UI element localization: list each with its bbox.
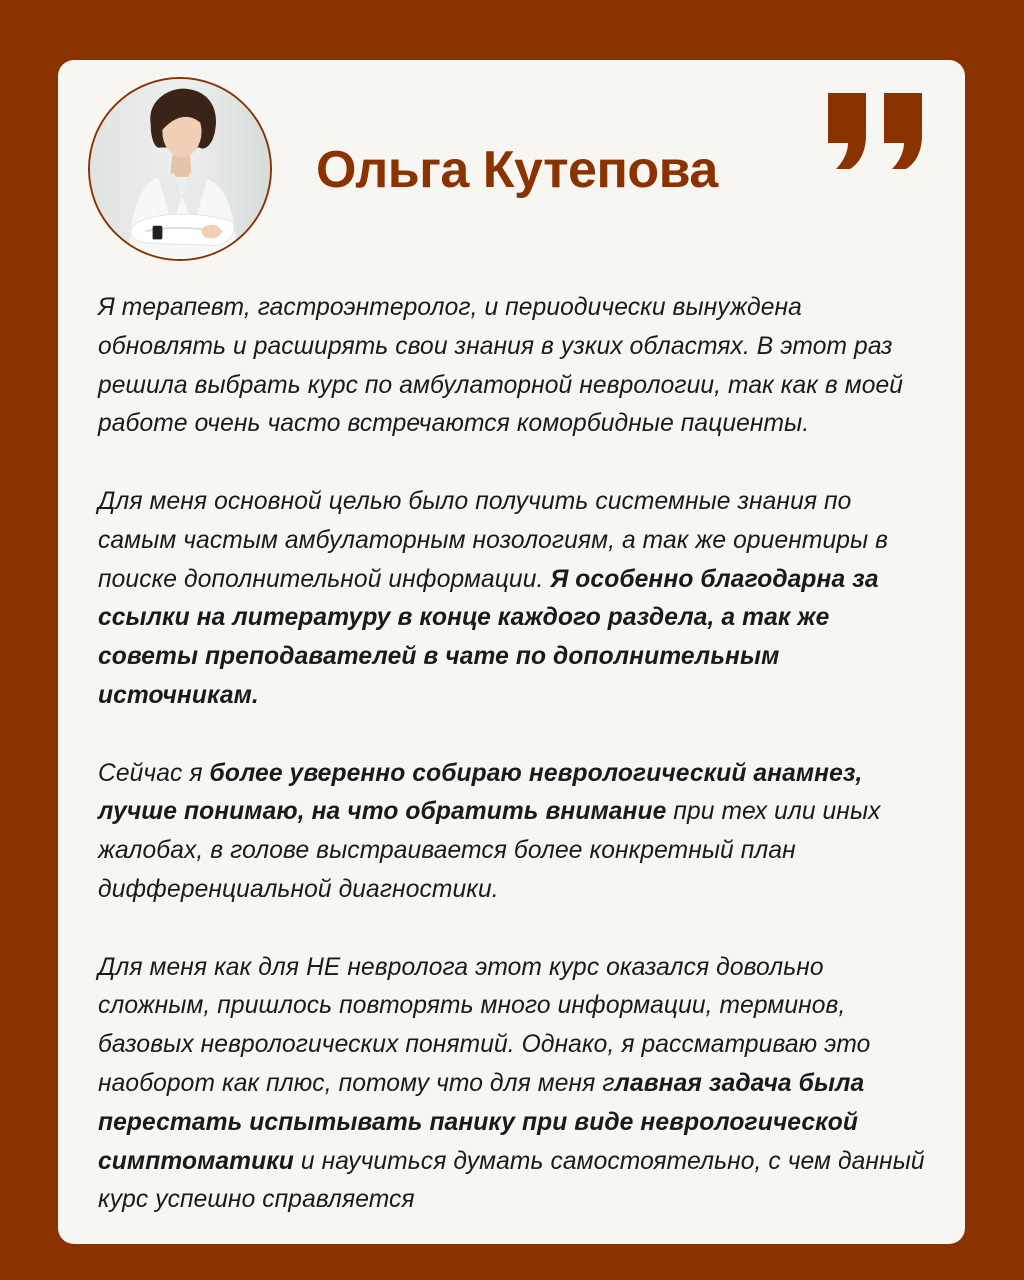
highlight-segment: более уверенно собираю неврологический анамнез, лучше понимаю, на что обратить внимание — [98, 759, 863, 826]
text-segment: и научиться думать самостоятельно, с чем данный курс успешно справляется — [98, 1147, 925, 1214]
paragraph-1 — [98, 289, 933, 444]
author-avatar — [88, 77, 272, 261]
paragraph-3 — [98, 755, 933, 910]
paragraph-4 — [98, 949, 933, 1221]
author-photo — [90, 79, 270, 259]
paragraph-2 — [98, 483, 933, 716]
testimonial-text — [98, 289, 933, 1220]
closing-quote-icon — [826, 93, 926, 169]
text-segment: Я терапевт, гастроэнтеролог, и периодически вынуждена обновлять и расширять свои знания в узких областях. В этот раз решила выбрать курс по амбулаторной неврологии, так как в моей работе очень часто встречаются коморбидные пациенты. — [98, 294, 904, 438]
text-segment: Для меня как для НЕ невролога этот курс оказался довольно сложным, пришлось повторять много информации, терминов, базовых неврологических понятий. Однако, я рассматриваю это наоборот как плюс, потому что для меня г — [98, 953, 871, 1097]
author-name: Ольга Кутепова — [316, 141, 718, 199]
text-segment: Для меня основной целью было получить системные знания по самым частым амбулаторным нозологиям, а так же ориентиры в поиске дополнительной информации. — [98, 487, 889, 593]
testimonial-card — [58, 60, 965, 1244]
highlight-segment: лавная задача была перестать испытывать панику при виде неврологической симптоматики — [98, 1069, 865, 1175]
highlight-segment: Я особенно благодарна за ссылки на литературу в конце каждого раздела, а так же советы преподавателей в чате по дополнительным источникам. — [98, 565, 879, 709]
text-segment: Сейчас я — [98, 759, 210, 787]
text-segment: при тех или иных жалобах, в голове выстраивается более конкретный план дифференциальной диагностики. — [98, 798, 881, 903]
